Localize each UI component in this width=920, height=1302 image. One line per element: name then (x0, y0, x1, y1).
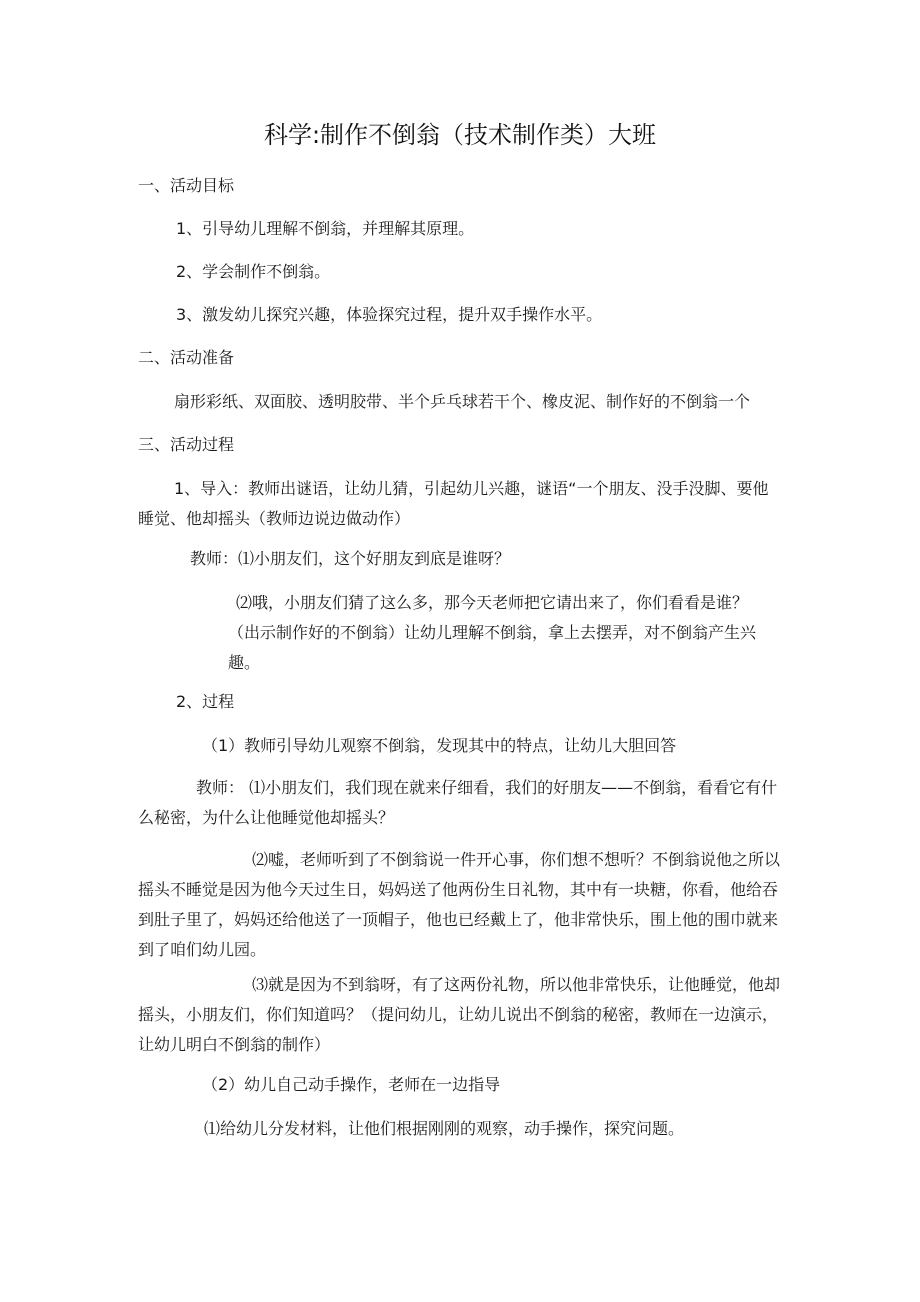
teacher-question-2: ⑵哦，小朋友们猜了这么多，那今天老师把它请出来了，你们看看是谁？（出示制作好的不倒翁）让幼儿理解不倒翁，拿上去摆弄，对不倒翁产生兴趣。 (228, 593, 757, 672)
section-heading-goals: 一、活动目标 (138, 176, 235, 195)
goal-item-2: 2、学会制作不倒翁。 (176, 262, 331, 281)
step2-heading: （2）幼儿自己动手操作，老师在一边指导 (202, 1075, 501, 1094)
step1-paragraph-2: ⑵嘘，老师听到了不倒翁说一件开心事，你们想不想听？不倒翁说他之所以摇头不睡觉是因为他今天过生日，妈妈送了他两份生日礼物，其中有一块糖，你看，他给吞到肚子里了，妈妈还给他送了一顶帽子，他也已经戴上了，他非常快乐，围上他的围巾就来到了咱们幼儿园。 (138, 850, 781, 959)
document-title: 科学:制作不倒翁（技术制作类）大班 (263, 121, 657, 149)
intro-paragraph: 1、导入：教师出谜语，让幼儿猜，引起幼儿兴趣，谜语“一个朋友、没手没脚、要他睡觉、他却摇头（教师边说边做动作） (138, 479, 769, 528)
section-heading-preparation: 二、活动准备 (138, 348, 235, 367)
step1-paragraph-3: ⑶就是因为不到翁呀，有了这两份礼物，所以他非常快乐，让他睡觉，他却摇头，小朋友们，你们知道吗？（提问幼儿，让幼儿说出不倒翁的秘密，教师在一边演示，让幼儿明白不倒翁的制作） (138, 975, 781, 1054)
preparation-materials: 扇形彩纸、双面胶、透明胶带、半个乒乓球若干个、橡皮泥、制作好的不倒翁一个 (174, 392, 751, 411)
step2-paragraph-1: ⑴给幼儿分发材料，让他们根据刚刚的观察，动手操作，探究问题。 (204, 1119, 685, 1138)
section-heading-process: 三、活动过程 (138, 435, 235, 454)
process-heading: 2、过程 (176, 692, 235, 711)
teacher-question-1: 教师：⑴小朋友们，这个好朋友到底是谁呀？ (190, 549, 511, 568)
goal-item-3: 3、激发幼儿探究兴趣，体验探究过程，提升双手操作水平。 (176, 305, 603, 324)
step1-heading: （1）教师引导幼儿观察不倒翁，发现其中的特点，让幼儿大胆回答 (202, 736, 677, 755)
step1-paragraph-1: 教师： ⑴小朋友们，我们现在就来仔细看，我们的好朋友——不倒翁，看看它有什么秘密，为什么让他睡觉他却摇头？ (138, 778, 778, 827)
goal-item-1: 1、引导幼儿理解不倒翁，并理解其原理。 (176, 219, 475, 238)
